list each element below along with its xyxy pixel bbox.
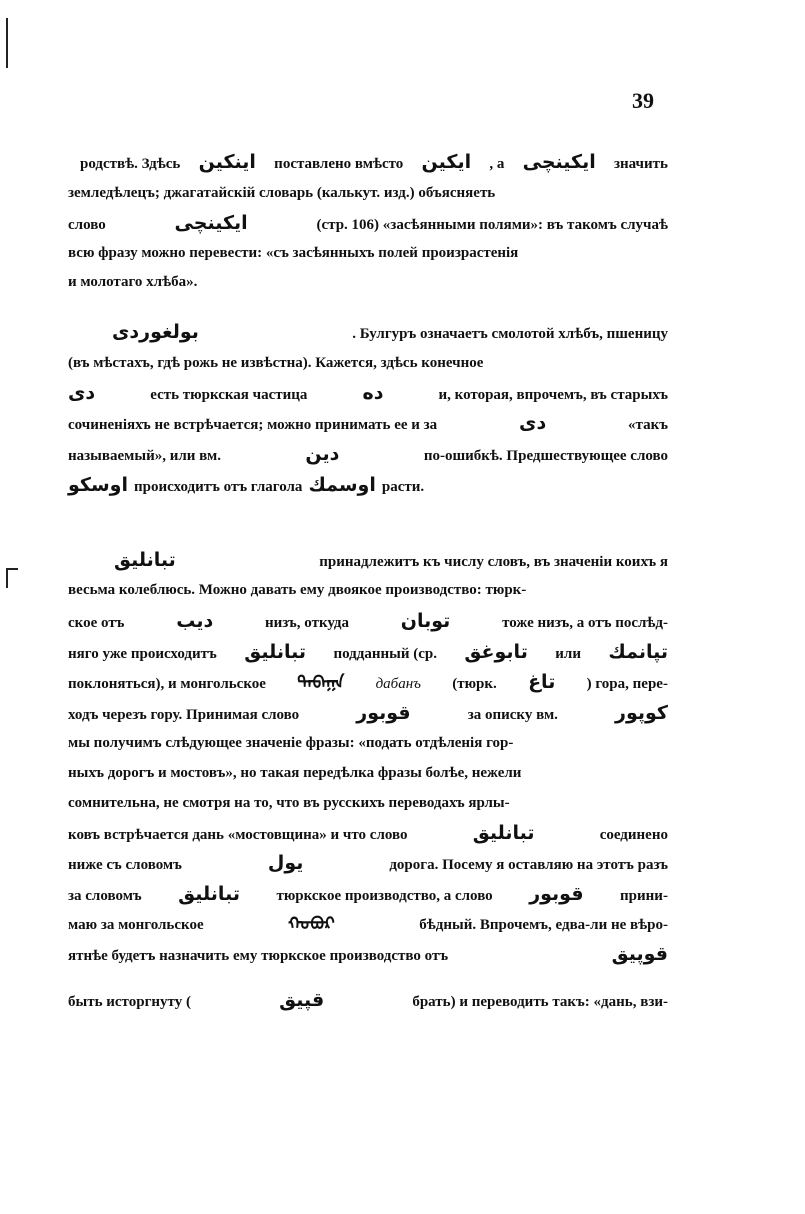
text-segment: сочиненіяхъ не встрѣчается; можно принимать ее и за [68, 417, 438, 433]
text-line [68, 444, 668, 466]
text-segment: дорога. Посему я оставляю на этотъ разъ [389, 857, 668, 873]
text-line [68, 733, 668, 753]
text-line [68, 383, 668, 405]
arabic-word: تبانلیق [114, 549, 176, 571]
text-segment: есть тюркская частица [150, 387, 308, 403]
text-line [68, 580, 668, 600]
text-line [68, 793, 668, 813]
text-segment: прини- [620, 888, 668, 904]
text-line [68, 213, 668, 235]
text-segment: тоже низъ, а отъ послѣд- [502, 615, 668, 631]
text-segment: или [555, 646, 581, 662]
arabic-word: ایکینچی [522, 151, 596, 173]
arabic-word: تاغ [528, 671, 556, 693]
arabic-word: تپانمك [608, 641, 668, 663]
text-segment: . Булгуръ означаетъ смолотой хлѣбъ, пшеницу [352, 326, 668, 342]
text-segment: (въ мѣстахъ, гдѣ рожь не извѣстна). Кажется, здѣсь конечное [68, 355, 484, 371]
text-segment: «такъ [628, 417, 668, 433]
text-segment: (тюрк. [452, 676, 497, 692]
arabic-word: ده [362, 382, 384, 404]
text-line [68, 944, 668, 966]
text-line [68, 990, 668, 1012]
text-line [68, 763, 668, 783]
text-segment: ходъ черезъ гору. Принимая слово [68, 707, 300, 723]
text-segment: (стр. 106) «засѣянными полями»: въ такомъ случаѣ [316, 217, 668, 233]
text-segment: сомнительна, не смотря на то, что въ русскихъ переводахъ ярлы- [68, 795, 510, 811]
arabic-word: دی [519, 412, 547, 434]
text-segment: поставлено вмѣсто [274, 156, 404, 172]
arabic-word: دین [305, 443, 340, 465]
text-segment: ниже съ словомъ [68, 857, 182, 873]
text-segment: расти. [381, 479, 425, 495]
page-number: 39 [632, 88, 654, 113]
text-line [114, 550, 668, 572]
arabic-word: اینکین [198, 151, 256, 173]
arabic-word: اوسمك [308, 474, 376, 496]
text-line [68, 413, 668, 435]
arabic-word: تبانلیق [472, 822, 535, 844]
text-segment: по-ошибкѣ. Предшествующее слово [423, 448, 668, 464]
arabic-word: تبانلیق [244, 641, 306, 663]
text-line [68, 353, 668, 373]
text-segment: низъ, откуда [264, 615, 350, 631]
arabic-word: یول [267, 852, 304, 874]
text-segment: соединено [599, 827, 668, 843]
arabic-word: اوسکو [68, 474, 128, 496]
text-segment: и, которая, впрочемъ, въ старыхъ [438, 387, 668, 403]
text-line [68, 914, 668, 935]
text-line [112, 322, 668, 344]
margin-mark-mid-vertical [6, 568, 8, 588]
text-line [68, 853, 668, 875]
mongolian-word: ᠬᠣᠪᠤᠷ [288, 914, 335, 934]
text-segment: мы получимъ слѣдующее значеніе фразы: «подать отдѣленія гор- [68, 735, 514, 751]
text-segment: маю за монгольское [68, 917, 204, 933]
arabic-word: تابوغق [464, 641, 528, 663]
text-line [80, 152, 668, 174]
text-segment: называемый», или вм. [68, 448, 221, 464]
text-segment: родствѣ. Здѣсь [80, 156, 181, 172]
text-segment: весьма колеблюсь. Можно давать ему двоякое производство: тюрк- [68, 582, 527, 598]
text-line [68, 611, 668, 633]
text-segment: ское отъ [68, 615, 125, 631]
text-segment: брать) и переводить такъ: «дань, взи- [412, 994, 668, 1010]
text-segment: подданный (ср. [333, 646, 437, 662]
text-segment: няго уже происходитъ [68, 646, 217, 662]
arabic-word: تبانلیق [178, 883, 240, 905]
text-line [68, 183, 668, 203]
arabic-word: کوپور [615, 702, 668, 724]
text-segment: слово [68, 217, 106, 233]
margin-mark-top [6, 18, 8, 68]
text-segment: происходитъ отъ глагола [133, 479, 303, 495]
arabic-word: قپیق [279, 989, 325, 1011]
text-segment: за словомъ [68, 888, 142, 904]
text-line [68, 243, 668, 263]
text-segment: тюркское производство, а слово [276, 888, 493, 904]
mongolian-word: ᠳᠠᠪᠠᠭᠠ [297, 673, 345, 693]
text-segment: поклоняться), и монгольское [68, 676, 266, 692]
text-segment: принадлежитъ къ числу словъ, въ значеніи коихъ я [319, 554, 668, 570]
arabic-word: قوبور [529, 883, 584, 905]
text-line [68, 475, 668, 497]
arabic-word: بولغوردی [112, 321, 199, 343]
text-line [68, 672, 668, 694]
arabic-word: قوبور [356, 702, 411, 724]
arabic-word: دی [68, 382, 96, 404]
text-line [68, 272, 668, 292]
text-segment: ятнѣе будетъ назначить ему тюркское производство отъ [68, 948, 449, 964]
arabic-word: ایکینچی [174, 212, 248, 234]
text-line [68, 823, 668, 845]
text-segment: ) гора, пере- [586, 676, 668, 692]
text-line [68, 642, 668, 664]
text-segment: ныхъ дорогъ и мостовъ», но такая передѣлка фразы болѣе, нежели [68, 765, 522, 781]
arabic-word: ایکین [421, 151, 472, 173]
text-line [68, 703, 668, 725]
text-segment: быть исторгнуту ( [68, 994, 191, 1010]
text-segment: всю фразу можно перевести: «съ засѣянныхъ полей произрастенія [68, 245, 519, 261]
arabic-word: توبان [400, 610, 451, 632]
text-segment: ковъ встрѣчается дань «мостовщина» и что слово [68, 827, 408, 843]
text-segment: бѣдный. Впрочемъ, едва-ли не вѣро- [419, 917, 668, 933]
arabic-word: قوپیق [611, 943, 668, 965]
text-segment: и молотаго хлѣба». [68, 274, 198, 290]
text-segment: значить [613, 156, 668, 172]
text-segment: за описку вм. [467, 707, 558, 723]
transliteration: дабанъ [375, 676, 421, 692]
text-segment: , а [489, 156, 505, 172]
arabic-word: دیب [176, 610, 214, 632]
text-segment: земледѣлецъ; джагатайскій словарь (калькут. изд.) объясняеть [68, 185, 496, 201]
text-line [68, 884, 668, 906]
